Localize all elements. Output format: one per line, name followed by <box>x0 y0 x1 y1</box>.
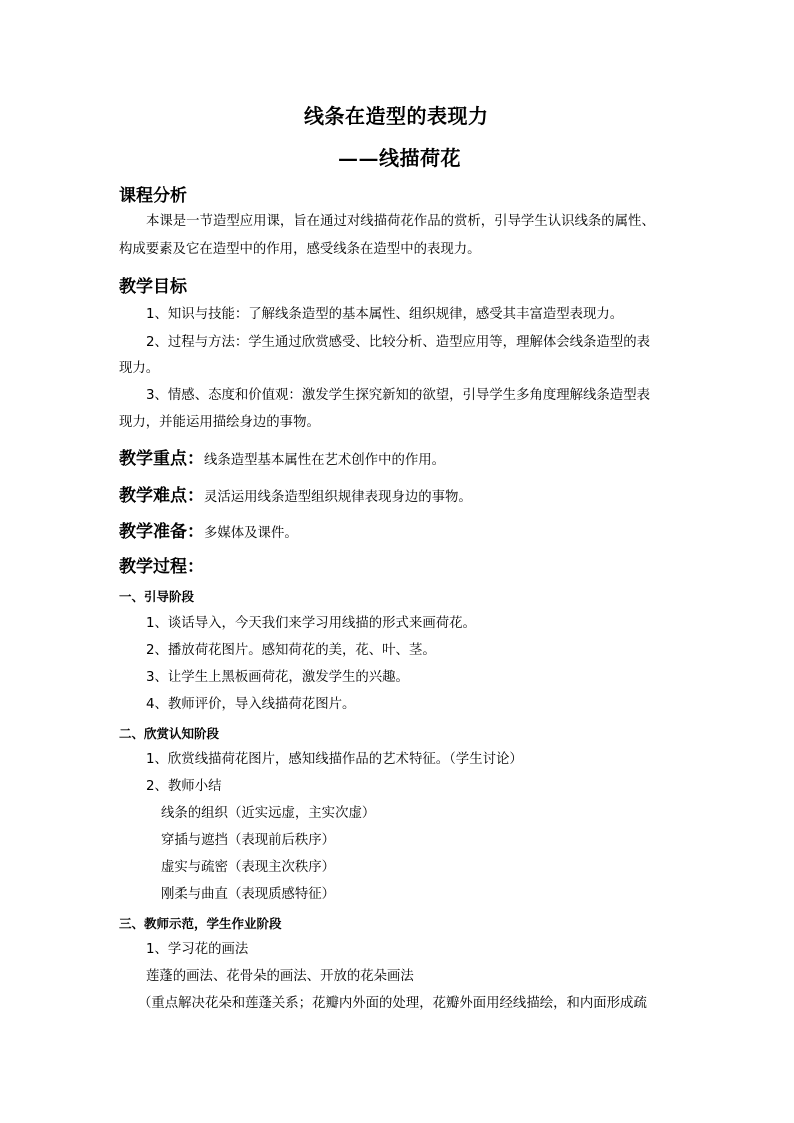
objectives-heading: 教学目标 <box>119 277 187 297</box>
stage1-item: 2、播放荷花图片。感知荷花的美，花、叶、茎。 <box>146 643 436 658</box>
stage3-title: 三、教师示范，学生作业阶段 <box>119 916 282 931</box>
objective-item-2-line2: 现力。 <box>119 361 160 376</box>
difficulty-text: 灵活运用线条造型组织规律表现身边的事物。 <box>204 490 472 505</box>
stage2-subitem: 刚柔与曲直（表现质感特征） <box>161 887 336 902</box>
difficulty-row <box>119 481 472 508</box>
stage1-item: 1、谈话导入，今天我们来学习用线描的形式来画荷花。 <box>146 616 476 631</box>
preparation-label: 教学准备： <box>119 522 204 542</box>
process-heading: 教学过程： <box>119 557 204 577</box>
course-analysis-line1: 本课是一节造型应用课，旨在通过对线描荷花作品的赏析，引导学生认识线条的属性、 <box>146 214 655 229</box>
stage3-methods: 莲蓬的画法、花骨朵的画法、开放的花朵画法 <box>146 969 414 984</box>
stage1-item: 3、让学生上黑板画荷花，激发学生的兴趣。 <box>146 670 409 685</box>
stage3-item-1: 1、学习花的画法 <box>146 942 249 957</box>
stage2-item-1: 1、欣赏线描荷花图片，感知线描作品的艺术特征。（学生讨论） <box>146 752 523 767</box>
stage1-title: 一、引导阶段 <box>119 589 195 604</box>
objective-item-3-line2: 现力，并能运用描绘身边的事物。 <box>119 415 320 430</box>
key-point-row <box>119 444 445 471</box>
stage2-subitem: 穿插与遮挡（表现前后秩序） <box>161 833 336 848</box>
difficulty-label: 教学难点： <box>119 486 204 506</box>
key-point-label: 教学重点： <box>119 449 204 469</box>
stage2-item-2: 2、教师小结 <box>146 779 222 794</box>
preparation-text: 多媒体及课件。 <box>204 526 298 541</box>
stage3-note: （重点解决花朵和莲蓬关系；花瓣内外面的处理，花瓣外面用经线描绘，和内面形成疏 <box>138 996 647 1011</box>
stage2-subitem: 线条的组织（近实远虚，主实次虚） <box>161 806 376 821</box>
stage2-title: 二、欣赏认知阶段 <box>119 726 220 741</box>
stage1-item: 4、教师评价，导入线描荷花图片。 <box>146 697 356 712</box>
objective-item-2-line1: 2、过程与方法：学生通过欣赏感受、比较分析、造型应用等，理解体会线条造型的表 <box>146 335 650 350</box>
page-subtitle: ——线描荷花 <box>338 146 461 170</box>
course-analysis-line2: 构成要素及它在造型中的作用，感受线条在造型中的表现力。 <box>119 242 481 257</box>
page-title: 线条在造型的表现力 <box>304 104 489 128</box>
objective-item-3-line1: 3、情感、态度和价值观：激发学生探究新知的欲望，引导学生多角度理解线条造型表 <box>146 388 650 403</box>
course-analysis-heading: 课程分析 <box>119 186 187 206</box>
objective-item-1: 1、知识与技能：了解线条造型的基本属性、组织规律，感受其丰富造型表现力。 <box>146 307 624 322</box>
preparation-row <box>119 517 298 544</box>
stage2-subitem: 虚实与疏密（表现主次秩序） <box>161 860 336 875</box>
key-point-text: 线条造型基本属性在艺术创作中的作用。 <box>204 453 446 468</box>
